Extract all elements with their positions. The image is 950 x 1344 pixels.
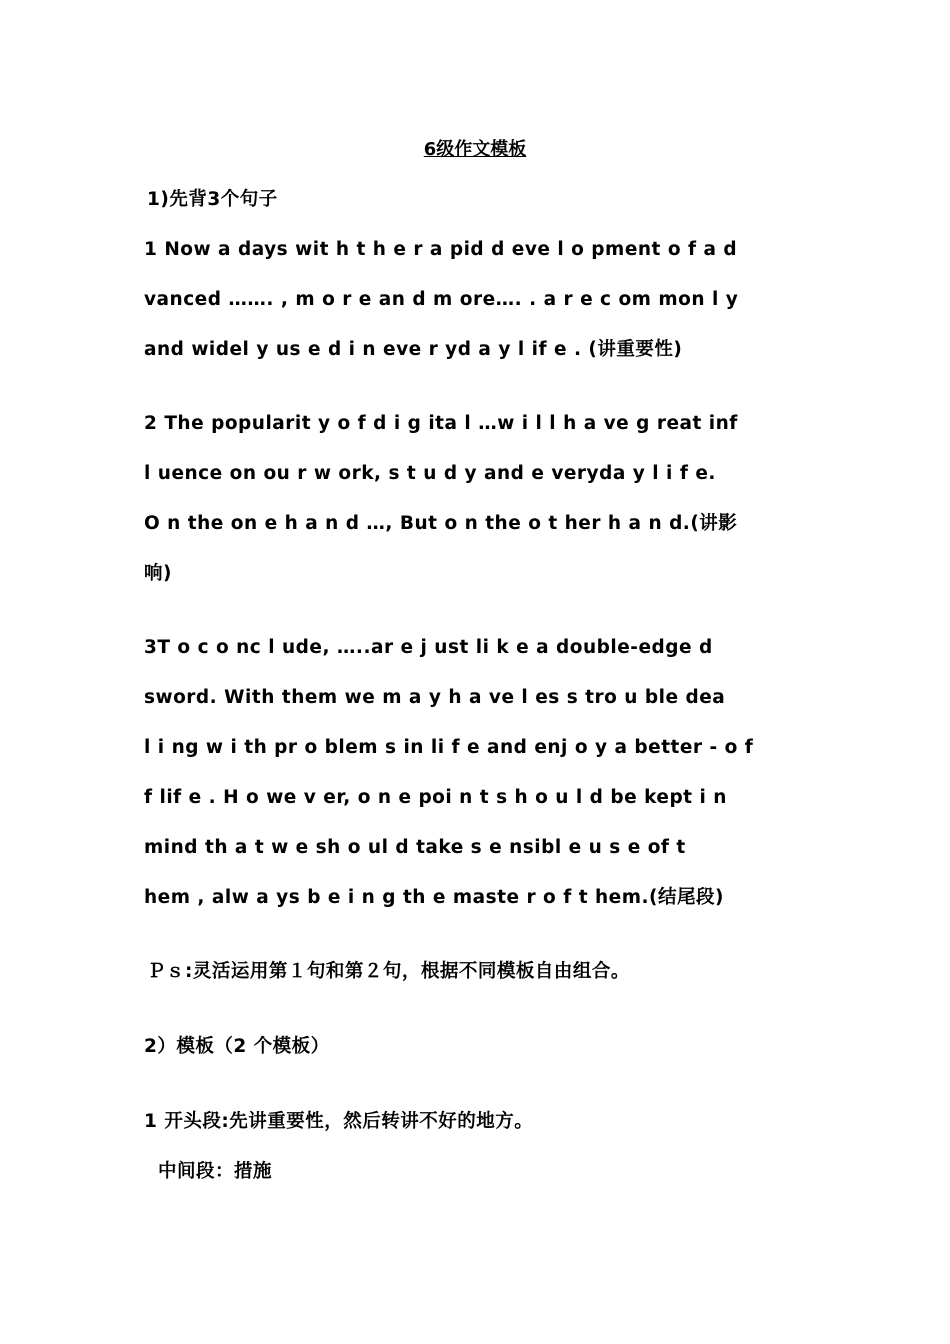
section-heading-sentences: 1)先背3个句子 bbox=[147, 189, 278, 210]
sentence-3-line-2: sword. With them we m a y h a ve l es s tro u ble dea bbox=[144, 687, 726, 708]
template-1-opening: 1 开头段:先讲重要性，然后转讲不好的地方。 bbox=[144, 1111, 534, 1132]
ps-note: Ｐｓ:灵活运用第１句和第２句，根据不同模板自由组合。 bbox=[147, 961, 630, 982]
sentence-2-line-4: 响) bbox=[144, 563, 172, 584]
sentence-1-line-1: 1 Now a days wit h t h e r a pid d eve l o pment o f a d bbox=[144, 239, 738, 260]
sentence-3-line-3: l i ng w i th pr o blem s in li f e and enj o y a better - o f bbox=[144, 737, 754, 758]
template-1-middle: 中间段：措施 bbox=[158, 1161, 273, 1182]
document-title: 6级作文模板 bbox=[423, 139, 527, 160]
sentence-3-line-6: hem , alw a ys b e i n g th e maste r o f t hem.(结尾段) bbox=[144, 887, 724, 908]
sentence-2-line-3: O n the on e h a n d …, But o n the o t her h a n d.(讲影 bbox=[144, 513, 738, 534]
sentence-3-line-1: 3T o c o nc l ude, …..ar e j ust li k e a double-edge d bbox=[144, 637, 713, 658]
section-heading-templates: 2）模板（2 个模板） bbox=[144, 1036, 330, 1057]
sentence-1-line-2: vanced ……. , m o r e an d m ore…. . a r e c om mon l y bbox=[144, 289, 739, 310]
sentence-2-line-2: l uence on ou r w ork, s t u d y and e veryda y l i f e. bbox=[144, 463, 716, 484]
sentence-3-line-5: mind th a t w e sh o ul d take s e nsibl e u s e of t bbox=[144, 837, 686, 858]
sentence-1-line-3: and widel y us e d i n eve r yd a y l if e . (讲重要性) bbox=[144, 339, 683, 360]
sentence-3-line-4: f lif e . H o we v er, o n e poi n t s h o u l d be kept i n bbox=[144, 787, 727, 808]
sentence-2-line-1: 2 The popularit y o f d i g ita l …w i l l h a ve g reat inf bbox=[144, 413, 738, 434]
